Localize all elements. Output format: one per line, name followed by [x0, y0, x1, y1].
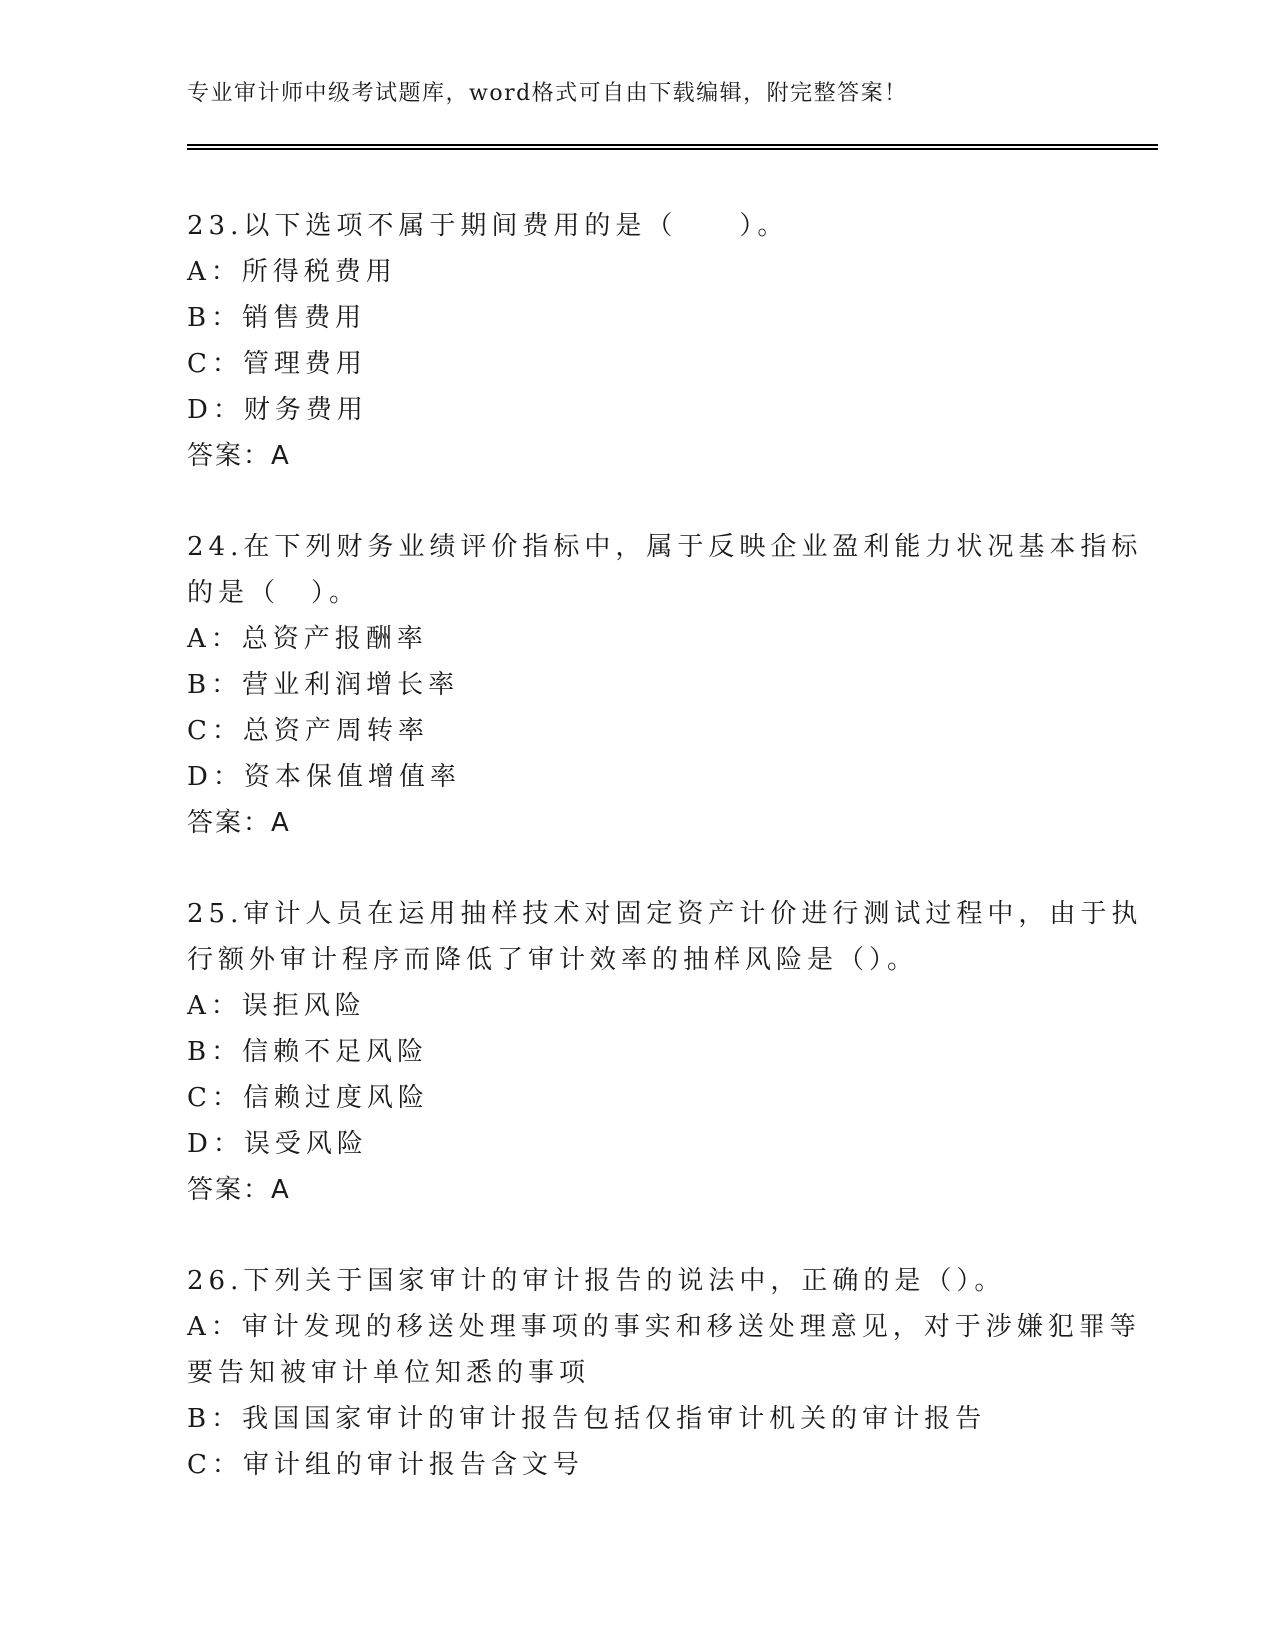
question-23 [187, 203, 1087, 479]
question-stem-continued: 行额外审计程序而降低了审计效率的抽样风险是（）。 [187, 945, 919, 975]
option-a: A：误拒风险 [187, 991, 366, 1021]
question-list [187, 203, 1143, 1533]
answer-line: 答案：A [187, 808, 291, 838]
question-stem: 23.以下选项不属于期间费用的是（ ）。 [187, 211, 789, 241]
option-d: D：财务费用 [187, 395, 368, 425]
option-b: B：销售费用 [187, 303, 367, 333]
option-b: B：信赖不足风险 [187, 1037, 429, 1067]
option-c: C：管理费用 [187, 349, 367, 379]
question-25 [187, 891, 1143, 1213]
option-c: C：总资产周转率 [187, 716, 429, 746]
option-d: D：误受风险 [187, 1129, 368, 1159]
question-stem: 24.在下列财务业绩评价指标中，属于反映企业盈利能力状况基本指标 [187, 532, 1143, 562]
option-b: B：营业利润增长率 [187, 670, 460, 700]
option-c: C：审计组的审计报告含文号 [187, 1450, 584, 1480]
answer-line: 答案：A [187, 441, 291, 471]
option-a: A：所得税费用 [187, 257, 397, 287]
header-divider [187, 144, 1158, 150]
answer-line: 答案：A [187, 1175, 291, 1205]
option-a: A：审计发现的移送处理事项的事实和移送处理意见，对于涉嫌犯罪等 [187, 1312, 1141, 1342]
question-stem: 26.下列关于国家审计的审计报告的说法中，正确的是（）。 [187, 1266, 1006, 1296]
question-stem: 25.审计人员在运用抽样技术对固定资产计价进行测试过程中，由于执 [187, 899, 1143, 929]
question-stem-continued: 的是（ ）。 [187, 578, 361, 608]
option-b: B：我国国家审计的审计报告包括仅指审计机关的审计报告 [187, 1404, 987, 1434]
option-a-continued: 要告知被审计单位知悉的事项 [187, 1358, 591, 1388]
option-d: D：资本保值增值率 [187, 762, 461, 792]
question-26 [187, 1258, 1141, 1488]
option-c: C：信赖过度风险 [187, 1083, 429, 1113]
option-a: A：总资产报酬率 [187, 624, 428, 654]
page-header: 专业审计师中级考试题库，word格式可自由下载编辑，附完整答案！ [187, 81, 908, 106]
question-24 [187, 524, 1143, 846]
